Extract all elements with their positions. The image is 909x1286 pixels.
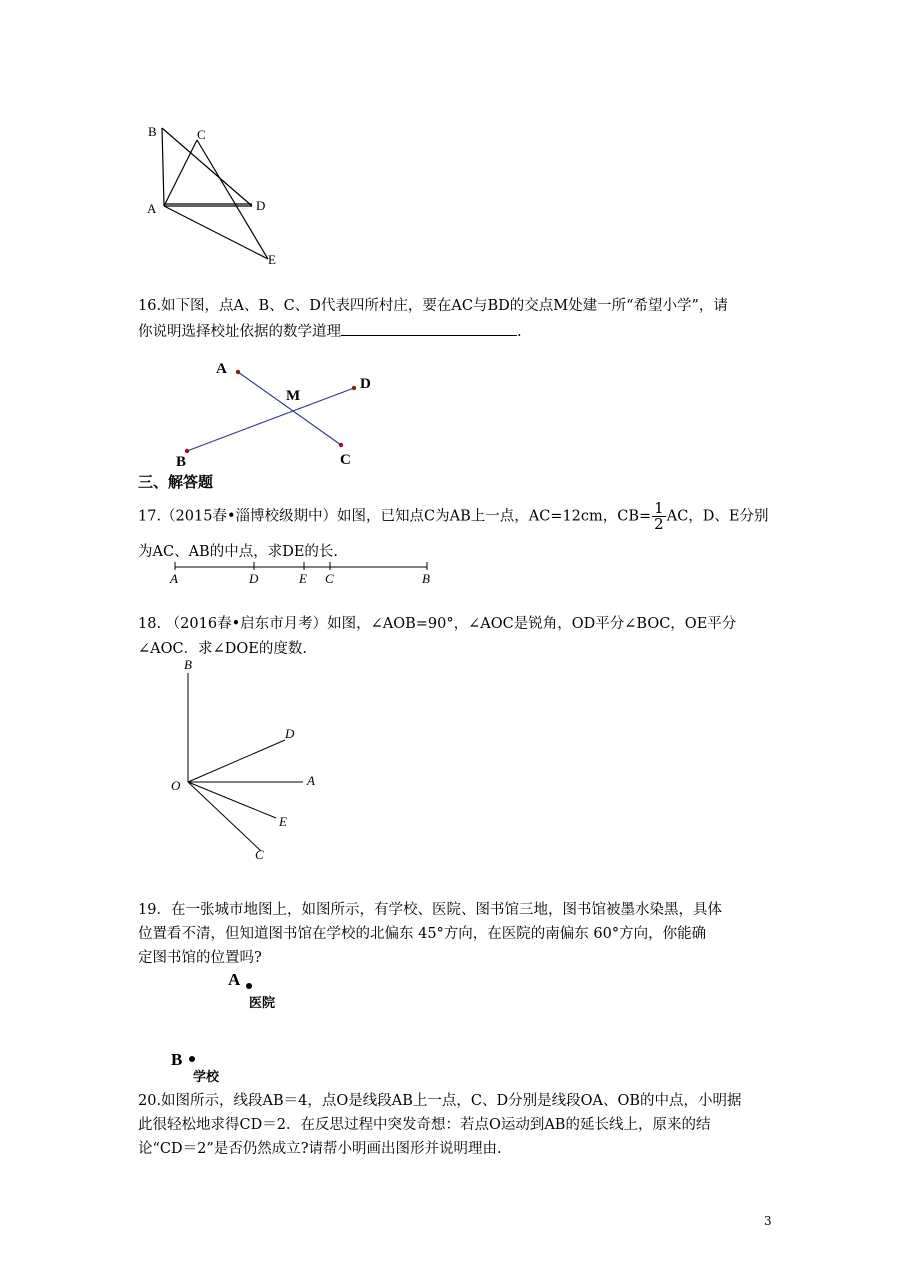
- q20-line1: 20.如图所示，线段AB＝4，点O是线段AB上一点，C、D分别是线段OA、OB的中点，小明据: [138, 1093, 742, 1109]
- label-d: D: [256, 198, 266, 213]
- label-a: A: [216, 361, 227, 377]
- answer-blank[interactable]: [341, 320, 517, 336]
- label-o: O: [171, 778, 181, 793]
- label-a: A: [307, 773, 315, 788]
- label-b: B: [171, 1050, 183, 1069]
- label-c: C: [340, 452, 351, 468]
- label-a: A: [228, 970, 241, 989]
- label-a: A: [170, 571, 178, 586]
- label-a: A: [147, 201, 157, 216]
- page-number: 3: [764, 1214, 772, 1228]
- label-b: B: [176, 454, 187, 470]
- label-e: E: [299, 571, 307, 586]
- q17-text-b: AC，D、E分别: [666, 508, 769, 525]
- label-c: C: [197, 127, 206, 142]
- section-title: 三、解答题: [138, 473, 214, 491]
- segment-ac: [164, 140, 197, 206]
- point-a: [236, 370, 240, 374]
- point-d: [352, 386, 356, 390]
- ray-oe: [188, 782, 276, 818]
- fraction-numerator: 1: [654, 499, 664, 517]
- label-e: E: [268, 252, 276, 267]
- label-b: B: [148, 124, 157, 139]
- figure-q16: [168, 354, 398, 472]
- point-school: [189, 1056, 195, 1062]
- ray-od: [188, 740, 285, 782]
- q18-line1: 18. （2016春•启东市月考）如图，∠AOB=90°，∠AOC是锐角，OD平分∠BOC，OE平分: [138, 616, 737, 632]
- point-c: [339, 443, 343, 447]
- q16-line1: 16.如下图，点A、B、C、D代表四所村庄，要在AC与BD的交点M处建一所“希望小学”，请: [138, 298, 728, 314]
- ray-oc: [188, 782, 261, 851]
- figure-q17: [165, 560, 440, 590]
- fraction-denominator: 2: [654, 515, 664, 533]
- label-b: B: [422, 571, 430, 586]
- q17-line1: [138, 501, 769, 532]
- label-d: D: [285, 726, 295, 741]
- q20-line3: 论“CD＝2”是否仍然成立?请帮小明画出图形并说明理由.: [138, 1141, 502, 1157]
- figure-q19: [165, 965, 305, 1090]
- q19-line2: 位置看不清，但知道图书馆在学校的北偏东 45°方向，在医院的南偏东 60°方向，你能确: [138, 926, 707, 942]
- q18-line2: ∠AOC．求∠DOE的度数.: [138, 641, 307, 657]
- label-c: C: [325, 571, 334, 586]
- figure-q15: [140, 118, 290, 270]
- segment-ab: [162, 128, 164, 206]
- segment-ac: [238, 372, 341, 445]
- fraction-one-half: [652, 501, 666, 532]
- figure-q18: [165, 656, 335, 866]
- q19-line1: 19．在一张城市地图上，如图所示，有学校、医院、图书馆三地，图书馆被墨水染黑，具体: [138, 902, 722, 918]
- q16-line2-text: 你说明选择校址依据的数学道理: [138, 324, 341, 340]
- label-school: 学校: [193, 1070, 220, 1085]
- segment-bd: [162, 128, 252, 206]
- label-e: E: [279, 814, 287, 829]
- segment-bd: [187, 388, 354, 451]
- q16-line2: [138, 320, 522, 344]
- label-d: D: [249, 571, 259, 586]
- q17-text-a: 17.（2015春•淄博校级期中）如图，已知点C为AB上一点，AC=12cm，CB=: [138, 508, 652, 525]
- point-hospital: [246, 983, 252, 989]
- point-b: [185, 449, 189, 453]
- q17-line2: 为AC、AB的中点，求DE的长.: [138, 544, 339, 560]
- label-d: D: [360, 376, 371, 392]
- q16-line2-end: .: [517, 324, 522, 340]
- q19-line3: 定图书馆的位置吗?: [138, 950, 262, 966]
- label-m: M: [286, 388, 301, 404]
- label-hospital: 医院: [249, 996, 276, 1011]
- q20-line2: 此很轻松地求得CD＝2．在反思过程中突发奇想：若点O运动到AB的延长线上，原来的结: [138, 1117, 711, 1133]
- label-b: B: [184, 657, 192, 672]
- label-c: C: [255, 847, 264, 862]
